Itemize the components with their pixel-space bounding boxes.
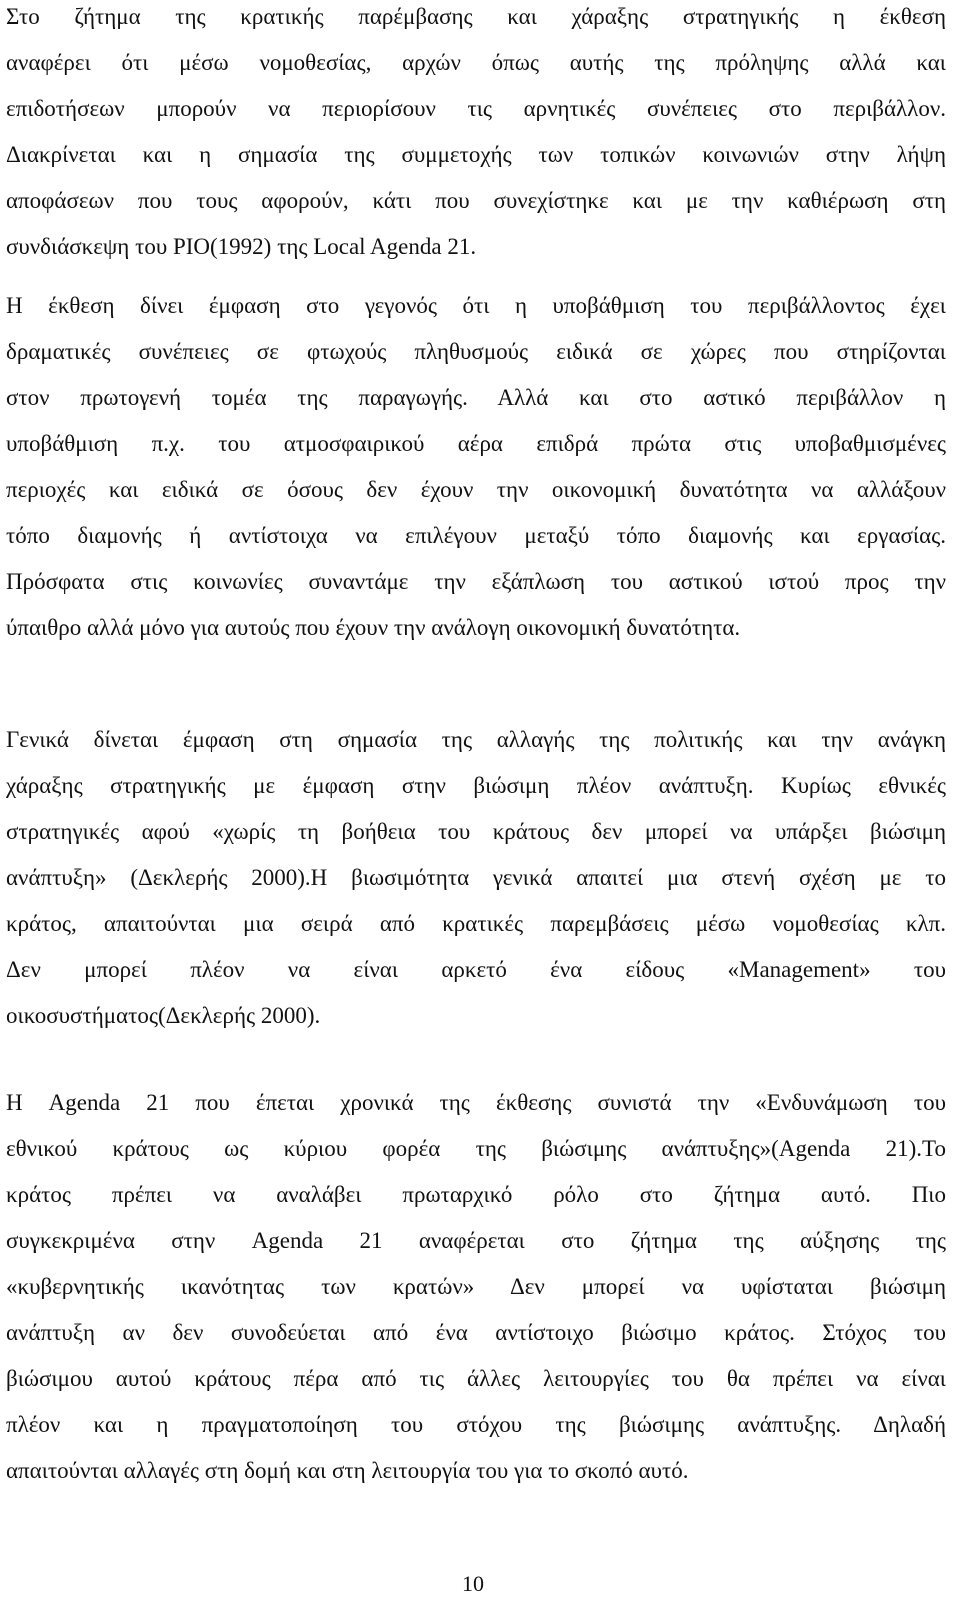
text-line: Πρόσφατα στις κοινωνίες συναντάμε την εξάπλωση του αστικού ιστού προς την <box>6 569 946 594</box>
text-line: υποβάθμιση π.χ. του ατμοσφαιρικού αέρα επιδρά πρώτα στις υποβαθμισμένες <box>6 431 946 456</box>
text-line: ανάπτυξη» (Δεκλερής 2000).Η βιωσιμότητα γενικά απαιτεί μια στενή σχέση με το <box>6 865 946 890</box>
text-line: Η έκθεση δίνει έμφαση στο γεγονός ότι η υποβάθμιση του περιβάλλοντος έχει <box>6 293 946 318</box>
text-line: ανάπτυξη αν δεν συνοδεύεται από ένα αντίστοιχο βιώσιμο κράτος. Στόχος του <box>6 1320 946 1345</box>
text-line: περιοχές και ειδικά σε όσους δεν έχουν την οικονομική δυνατότητα να αλλάξουν <box>6 477 946 502</box>
paragraph-2 <box>6 283 946 651</box>
text-line: τόπο διαμονής ή αντίστοιχα να επιλέγουν μεταξύ τόπο διαμονής και εργασίας. <box>6 523 946 548</box>
text-line: στον πρωτογενή τομέα της παραγωγής. Αλλά και στο αστικό περιβάλλον η <box>6 385 946 410</box>
text-line: απαιτούνται αλλαγές στη δομή και στη λειτουργία του για το σκοπό αυτό. <box>6 1458 689 1483</box>
text-line: «κυβερνητικής ικανότητας των κρατών» Δεν μπορεί να υφίσταται βιώσιμη <box>6 1274 946 1299</box>
text-line: Γενικά δίνεται έμφαση στη σημασία της αλλαγής της πολιτικής και την ανάγκη <box>6 727 946 752</box>
text-line: ύπαιθρο αλλά μόνο για αυτούς που έχουν την ανάλογη οικονομική δυνατότητα. <box>6 615 741 640</box>
text-line: οικοσυστήματος(Δεκλερής 2000). <box>6 1003 321 1028</box>
text-line: συγκεκριμένα στην Agenda 21 αναφέρεται στο ζήτημα της αύξησης της <box>6 1228 946 1253</box>
text-line: επιδοτήσεων μπορούν να περιορίσουν τις αρνητικές συνέπειες στο περιβάλλον. <box>6 96 946 121</box>
text-line: βιώσιμου αυτού κράτους πέρα από τις άλλες λειτουργίες του θα πρέπει να είναι <box>6 1366 946 1391</box>
paragraph-1 <box>6 0 946 270</box>
paragraph-3 <box>6 717 946 1039</box>
paragraph-4 <box>6 1080 946 1494</box>
text-line: κράτος, απαιτούνται μια σειρά από κρατικές παρεμβάσεις μέσω νομοθεσίας κλπ. <box>6 911 946 936</box>
text-line: στρατηγικές αφού «χωρίς τη βοήθεια του κράτους δεν μπορεί να υπάρξει βιώσιμη <box>6 819 946 844</box>
text-line: Η Agenda 21 που έπεται χρονικά της έκθεσης συνιστά την «Ενδυνάμωση του <box>6 1090 946 1115</box>
text-line: αποφάσεων που τους αφορούν, κάτι που συνεχίστηκε και με την καθιέρωση στη <box>6 188 946 213</box>
text-line: Στο ζήτημα της κρατικής παρέμβασης και χάραξης στρατηγικής η έκθεση <box>6 4 946 29</box>
page-number: 10 <box>462 1571 484 1596</box>
text-line: εθνικού κράτους ως κύριου φορέα της βιώσιμης ανάπτυξης»(Agenda 21).Το <box>6 1136 946 1161</box>
text-line: δραματικές συνέπειες σε φτωχούς πληθυσμούς ειδικά σε χώρες που στηρίζονται <box>6 339 946 364</box>
text-line: Δεν μπορεί πλέον να είναι αρκετό ένα είδους «Management» του <box>6 957 946 982</box>
text-line: Διακρίνεται και η σημασία της συμμετοχής των τοπικών κοινωνιών στην λήψη <box>6 142 946 167</box>
text-line: αναφέρει ότι μέσω νομοθεσίας, αρχών όπως αυτής της πρόληψης αλλά και <box>6 50 946 75</box>
text-line: πλέον και η πραγματοποίηση του στόχου της βιώσιμης ανάπτυξης. Δηλαδή <box>6 1412 946 1437</box>
text-line: χάραξης στρατηγικής με έμφαση στην βιώσιμη πλέον ανάπτυξη. Κυρίως εθνικές <box>6 773 946 798</box>
text-line: συνδιάσκεψη του ΡΙΟ(1992) της Local Agenda 21. <box>6 234 477 259</box>
text-line: κράτος πρέπει να αναλάβει πρωταρχικό ρόλο στο ζήτημα αυτό. Πιο <box>6 1182 946 1207</box>
